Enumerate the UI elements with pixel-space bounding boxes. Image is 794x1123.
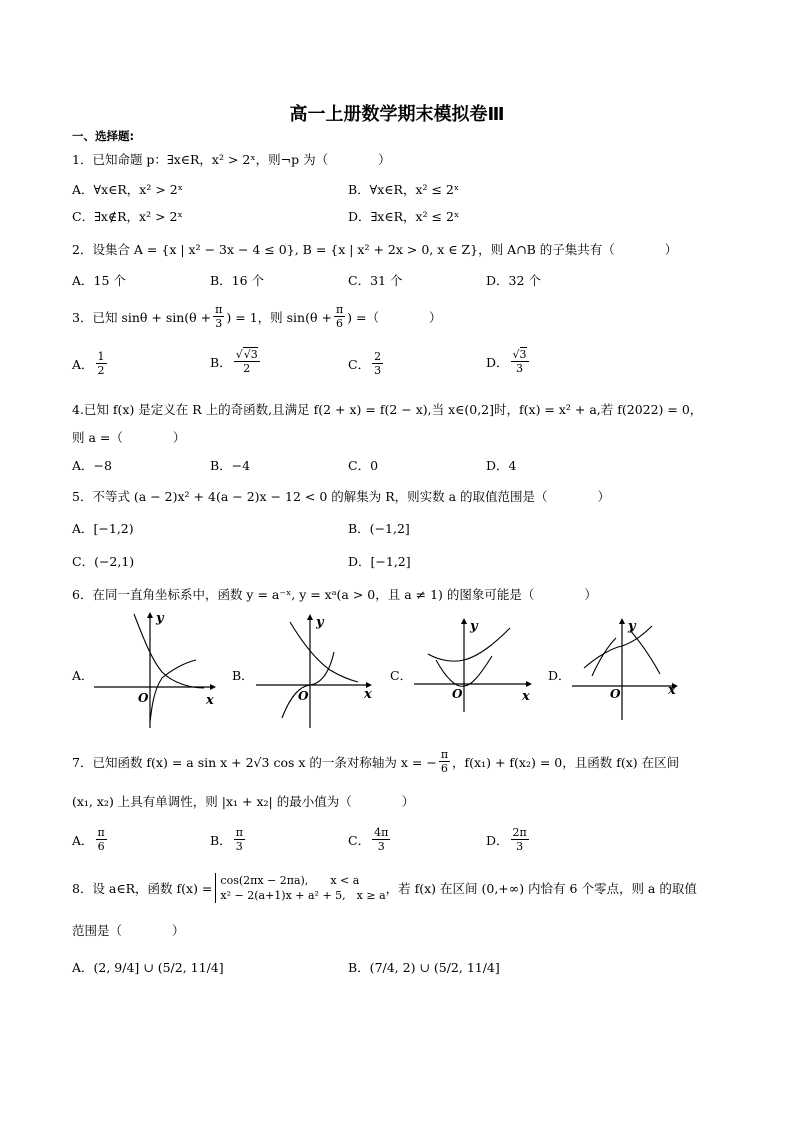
- question-5-stem: 5．不等式 (a − 2)x² + 4(a − 2)x − 12 < 0 的解集为 R，则实数 a 的取值范围是（ ）: [72, 489, 611, 504]
- curve-decay: [290, 622, 358, 682]
- question-6-option-c[interactable]: C．: [390, 668, 413, 683]
- question-5-option-c[interactable]: C．(−2,1): [72, 554, 135, 569]
- question-5-option-a[interactable]: A．[−1,2): [72, 521, 134, 536]
- question-6-option-b[interactable]: B．: [232, 668, 254, 683]
- graph-b: [252, 612, 382, 732]
- question-7-fraction-pi-6: $\frac{\pi}{6}$: [440, 748, 449, 775]
- y-axis-arrow: [147, 612, 153, 618]
- curve-power: [592, 630, 660, 676]
- question-2-option-d[interactable]: D．32 个: [486, 273, 541, 288]
- question-2-stem: 2．设集合 A = {x | x² − 3x − 4 ≤ 0}, B = {x | x² + 2x > 0, x ∈ Z}，则 A∩B 的子集共有（ ）: [72, 242, 678, 257]
- x-axis-label: x: [206, 693, 214, 708]
- piecewise-case-2: x² − 2(a+1)x + a² + 5, x ≥ a: [220, 889, 386, 902]
- question-6-stem: 6．在同一直角坐标系中，函数 y = a⁻ˣ, y = xᵃ(a > 0，且 a ≠ 1) 的图象可能是（ ）: [72, 587, 597, 602]
- question-1-stem: 1．已知命题 p：∃x∈R，x² > 2ˣ，则¬p 为（ ）: [72, 152, 391, 167]
- question-6-option-a[interactable]: A．: [72, 668, 94, 683]
- x-axis-label: x: [364, 687, 372, 702]
- question-1-option-b[interactable]: B．∀x∈R，x² ≤ 2ˣ: [348, 182, 460, 197]
- question-6-option-d[interactable]: D．: [548, 668, 571, 683]
- y-axis-label: y: [470, 619, 478, 634]
- question-4-stem-continued: 则 a =（ ）: [72, 430, 186, 445]
- x-axis-label: x: [522, 689, 530, 704]
- curve-growth: [584, 626, 652, 668]
- question-2-option-b[interactable]: B．16 个: [210, 273, 265, 288]
- question-3-option-d[interactable]: D． $\frac{√3}{3}$: [486, 348, 527, 375]
- question-2-option-c[interactable]: C．31 个: [348, 273, 403, 288]
- question-7-option-a[interactable]: A． $\frac{\pi}{6}$: [72, 826, 105, 853]
- section-heading: 一、选择题:: [72, 129, 135, 143]
- question-3-stem-part-b: ) = 1，则 sin(θ +: [226, 309, 332, 325]
- x-axis-label: x: [668, 683, 676, 698]
- question-1-option-d[interactable]: D．∃x∈R，x² ≤ 2ˣ: [348, 209, 460, 224]
- question-4-option-a[interactable]: A．−8: [72, 458, 112, 473]
- origin-label: O: [298, 689, 309, 703]
- question-7-stem-part-a: 7．已知函数 f(x) = a sin x + 2√3 cos x 的一条对称轴为 x = −: [72, 754, 437, 770]
- question-7-option-c[interactable]: C． $\frac{4\pi}{3}$: [348, 826, 389, 853]
- question-4-option-c[interactable]: C．0: [348, 458, 379, 473]
- question-8-stem-part-a: 8．设 a∈R，函数 f(x) =: [72, 881, 213, 896]
- curve-decay: [134, 614, 204, 688]
- question-3-stem-part-a: 3．已知 sinθ + sin(θ +: [72, 309, 212, 325]
- question-4-stem: 4.已知 f(x) 是定义在 R 上的奇函数,且满足 f(2 + x) = f(2 − x),当 x∈(0,2]时，f(x) = x² + a,若 f(2022) = 0，: [72, 402, 703, 417]
- question-8-option-a[interactable]: A．(2, 9/4] ∪ (5/2, 11/4]: [72, 960, 224, 975]
- origin-label: O: [452, 687, 463, 701]
- question-3-fraction-pi-6: $\frac{\pi}{6}$: [335, 303, 344, 330]
- y-axis-label: y: [316, 615, 324, 630]
- question-3-stem-part-c: ) =（ ）: [347, 309, 442, 325]
- origin-label: O: [138, 691, 149, 705]
- y-axis-label: y: [156, 611, 164, 626]
- curve-growth: [428, 628, 510, 661]
- question-4-option-b[interactable]: B．−4: [210, 458, 251, 473]
- question-7-stem-part-b: ，f(x₁) + f(x₂) = 0，且函数 f(x) 在区间: [452, 754, 680, 770]
- piecewise-function: [215, 873, 385, 903]
- y-axis-arrow: [619, 618, 625, 624]
- question-7-option-b[interactable]: B． $\frac{\pi}{3}$: [210, 826, 243, 853]
- question-7-option-d[interactable]: D． $\frac{2\pi}{3}$: [486, 826, 527, 853]
- question-3-option-c[interactable]: C． $\frac{2}{3}$: [348, 350, 382, 377]
- question-7-stem-continued: (x₁, x₂) 上具有单调性，则 |x₁ + x₂| 的最小值为（ ）: [72, 794, 415, 809]
- question-5-option-b[interactable]: B．(−1,2]: [348, 521, 410, 536]
- question-8-stem-part-b: ，若 f(x) 在区间 (0,+∞) 内恰有 6 个零点，则 a 的取值: [385, 881, 697, 896]
- question-1-option-a[interactable]: A．∀x∈R，x² > 2ˣ: [72, 182, 184, 197]
- question-5-option-d[interactable]: D．[−1,2]: [348, 554, 411, 569]
- question-8-option-b[interactable]: B．(7/4, 2) ∪ (5/2, 11/4]: [348, 960, 500, 975]
- question-7-stem: [72, 748, 679, 775]
- origin-label: O: [610, 687, 621, 701]
- question-8-stem-continued: 范围是（ ）: [72, 923, 185, 938]
- question-2-option-a[interactable]: A．15 个: [72, 273, 126, 288]
- y-axis-arrow: [307, 614, 313, 620]
- curve-power: [150, 660, 196, 722]
- question-8-stem: [72, 873, 697, 903]
- x-axis-arrow: [210, 684, 216, 690]
- graph-d: [568, 616, 698, 724]
- piecewise-case-1: cos(2πx − 2πa), x < a: [220, 874, 360, 887]
- question-1-option-c[interactable]: C．∃x∉R，x² > 2ˣ: [72, 209, 183, 224]
- y-axis-arrow: [461, 618, 467, 624]
- page-title: 高一上册数学期末模拟卷Ⅲ: [289, 104, 505, 125]
- graph-a: [92, 610, 222, 735]
- x-axis-arrow: [526, 681, 532, 687]
- question-4-option-d[interactable]: D．4: [486, 458, 517, 473]
- question-3-fraction-pi-3: $\frac{\pi}{3}$: [215, 303, 223, 330]
- graph-c: [410, 616, 540, 716]
- y-axis-label: y: [628, 619, 636, 634]
- question-3-option-b[interactable]: B． $\frac{√√ 3}{2}$: [210, 348, 262, 375]
- question-3-stem: [72, 303, 442, 330]
- question-3-option-a[interactable]: A． $\frac{1}{2}$: [72, 350, 105, 377]
